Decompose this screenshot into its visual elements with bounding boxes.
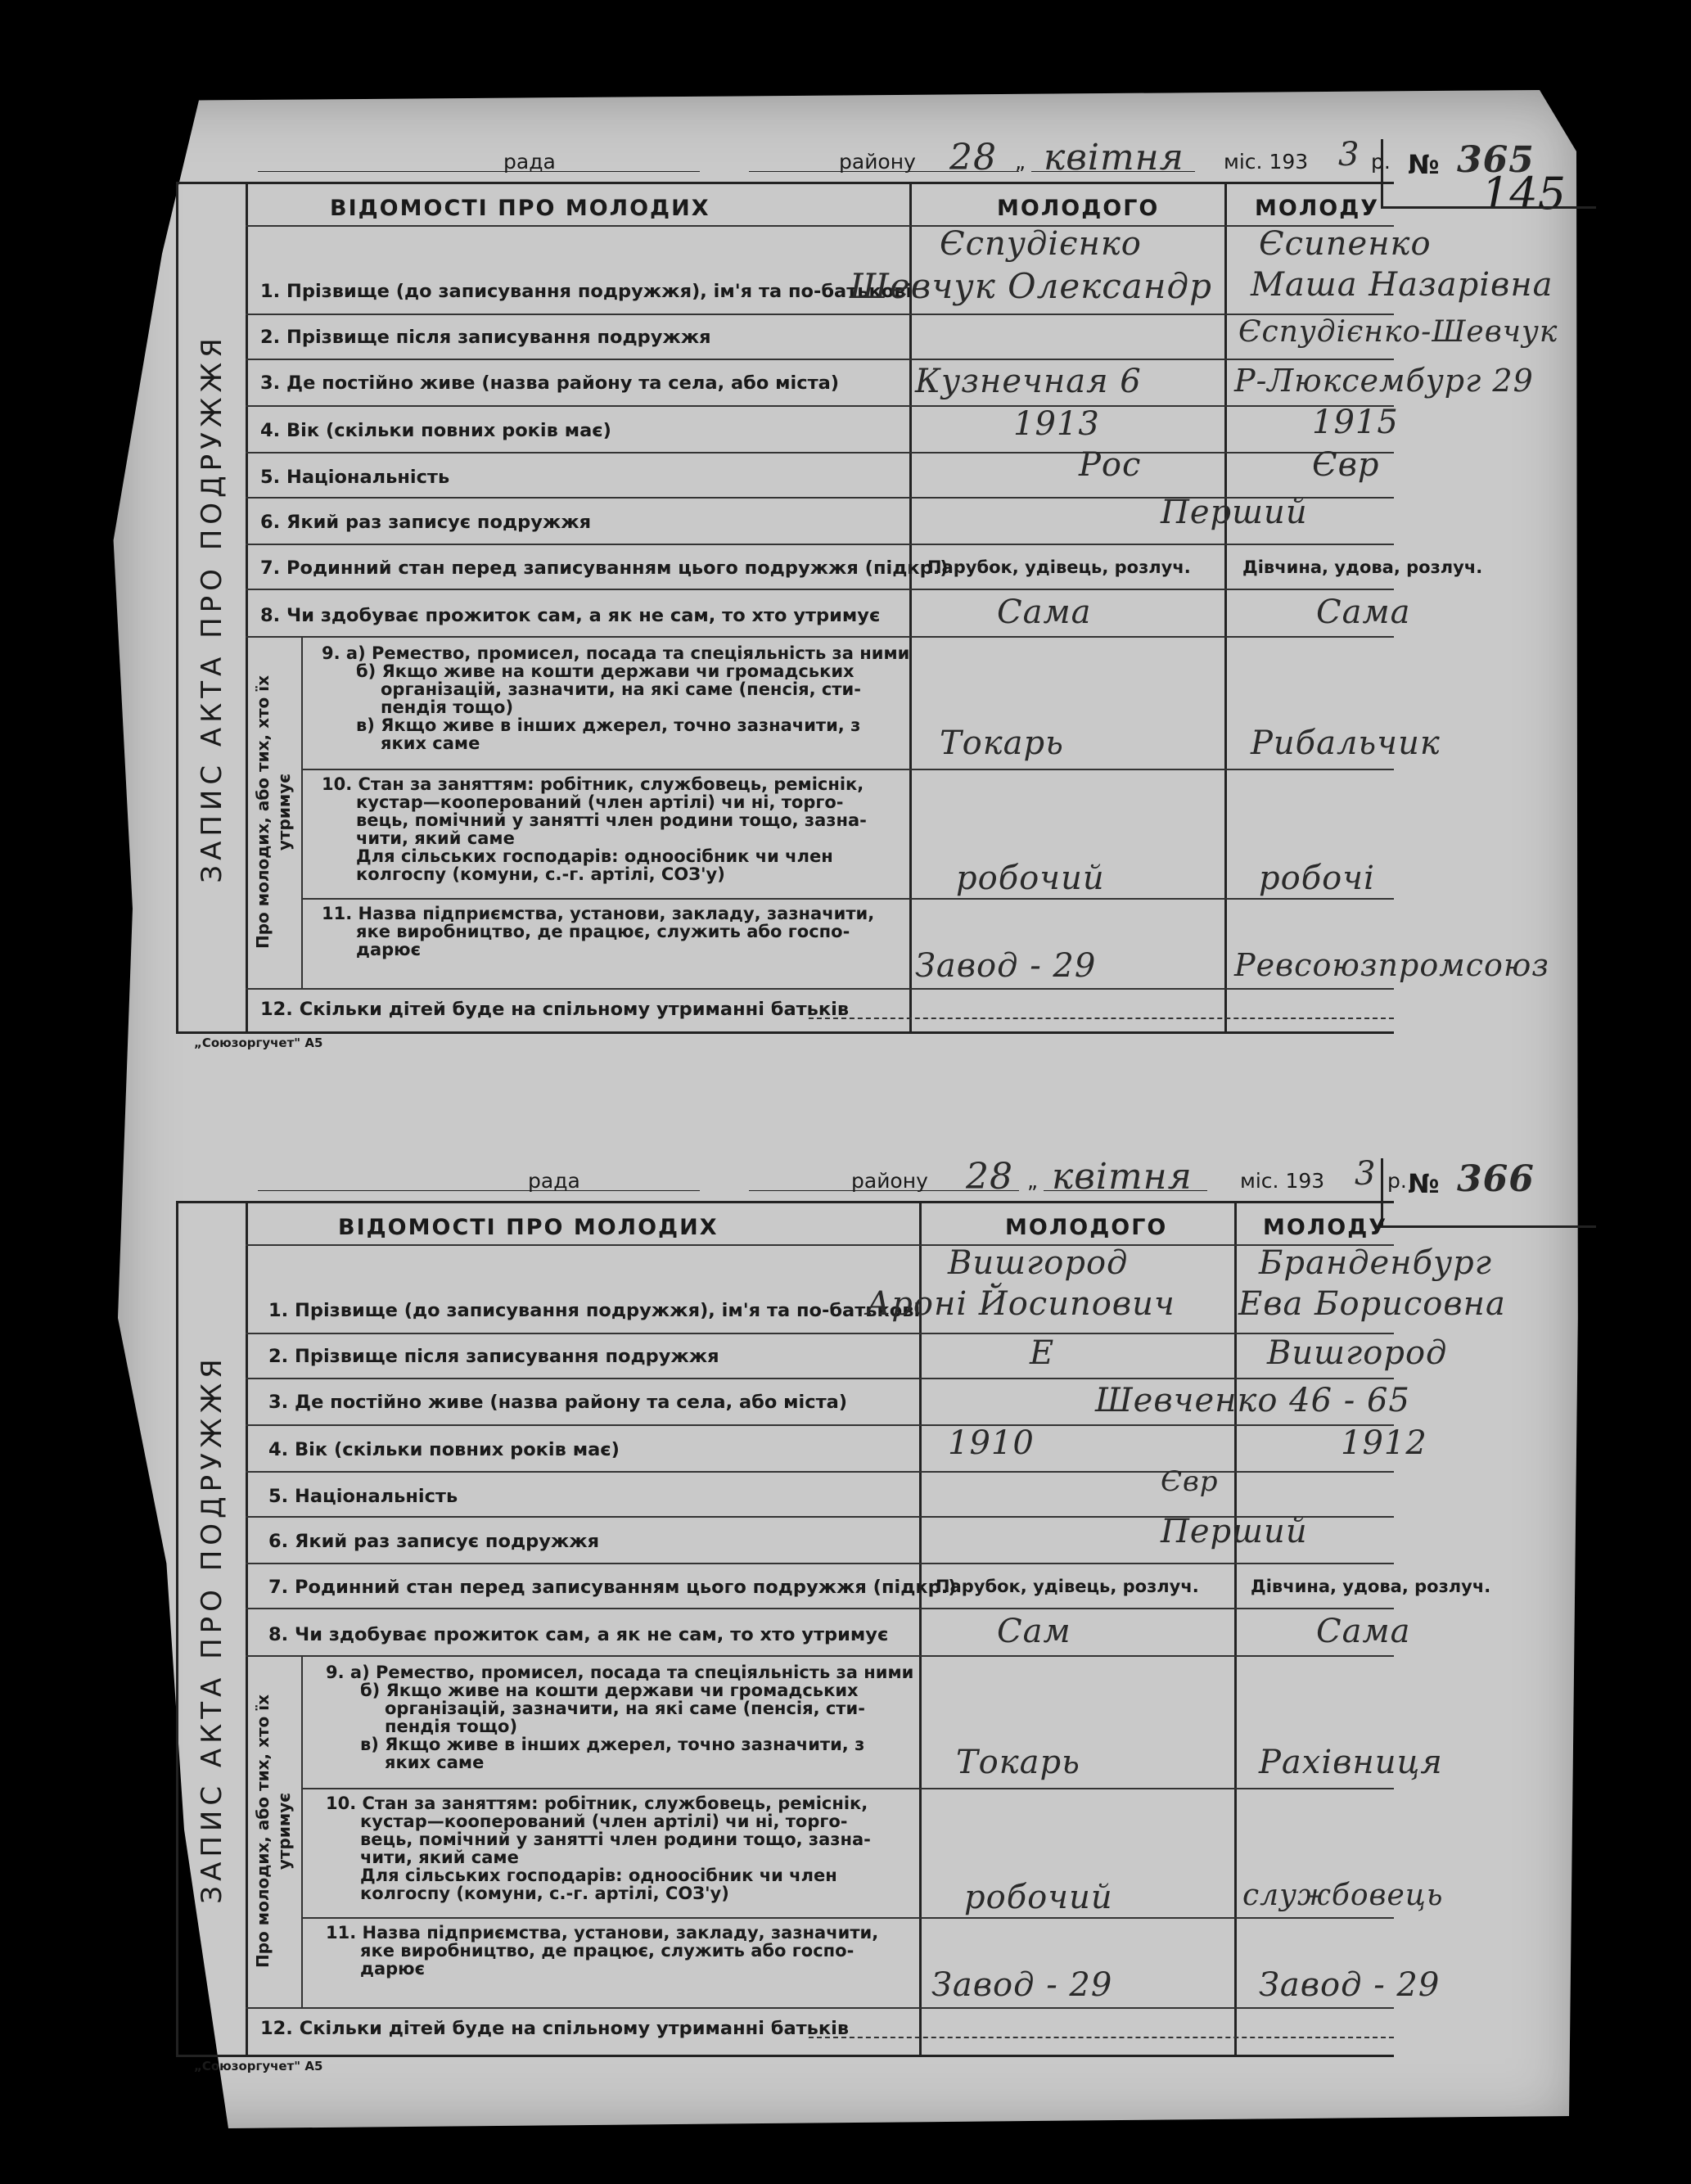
archive-page-number: 145	[1481, 168, 1567, 219]
groom-support: Сам	[997, 1613, 1071, 1650]
bride-address: Р-Люксембург 29	[1234, 363, 1534, 399]
bride-status: робочі	[1259, 860, 1375, 897]
bride-occupation: Рахівниця	[1259, 1744, 1443, 1781]
form-footer: „Союзоргучет" А5	[194, 1036, 323, 1050]
bride-new-surname: Єспудієнко-Шевчук	[1238, 315, 1558, 349]
rada-label: рада	[528, 1169, 580, 1193]
groom-column-header: МОЛОДОГО	[1005, 1215, 1168, 1240]
section-title: ВІДОМОСТІ ПРО МОЛОДИХ	[330, 196, 710, 221]
record-number-box: № 366	[1381, 1158, 1596, 1228]
record-table: ЗАПИС АКТА ПРО ПОДРУЖЖЯ ВІДОМОСТІ ПРО МОЛОДИХ МОЛОДОГО МОЛОДУ 1. Прізвище (до записування подружжя), ім'я та по-батькові 2. Прізвище після записування подружжя 3. Де постійно живе (назва району та села, або міста) 4. Вік (скільки повних років має) 5. Національність 6. Який раз записує подружжя 7. Родинний стан перед записуванням цього подружжя (підкр.) Парубок, удівець, розлуч. Дівчина, удова, розлуч. 8. Чи здобуває прожиток сам, а як не сам, то хто утримує Про молодих, або тих, хто їх утримує 9. а) Ремество, промисел, посада та спеціяльність за ними б) Якщо живе на кошти держави чи громадських організацій, зазначити, на які саме (пенсія, сти- пендія тощо) в) Якщо живе в інших джерел, точно зазначити, з яких саме 10. Стан за заняттям: робітник, службовець, реміснік, кустар—кооперований (член артілі) чи ні, торго- вець, помічний у занятті член родини тощо, зазна- чити, який саме Для сільських господарів: одноосібник чи член колгоспу (комуни, с.-г. артілі, СОЗ'у) 11. Назва підприємства, установи, закладу, зазначити, яке виробництво, де працює, служить або госпо- дарює 12. Скільки дітей буде на спільному утриманні батьків Вишгород Ароні Йосипович Бранденбург Ева Борисовна Е Вишгород Шевченко 46 - 65 1910 1912 Євр Перший Сам Сама Токарь Рахівниця робочий службовець Завод - 29 Завод - 29	[176, 1201, 1394, 2057]
date-day: 28	[949, 137, 997, 178]
bride-occupation: Рибальчик	[1251, 724, 1441, 762]
marriage-count: Перший	[1161, 1513, 1308, 1550]
rada-label: рада	[503, 150, 556, 174]
record-number-box: № 365	[1381, 139, 1596, 209]
side-subtitle: Про молодих, або тих, хто їх утримує	[253, 675, 294, 950]
bride-new-surname: Вишгород	[1267, 1334, 1448, 1372]
section-title: ВІДОМОСТІ ПРО МОЛОДИХ	[338, 1215, 719, 1240]
groom-column-header: МОЛОДОГО	[997, 196, 1160, 221]
record-number: 366	[1457, 1158, 1535, 1200]
groom-support: Сама	[997, 593, 1092, 631]
record-number: 365	[1457, 139, 1535, 181]
marriage-record-2	[176, 1155, 1596, 2073]
date-day: 28	[966, 1156, 1013, 1198]
date-month: квітня	[1052, 1156, 1193, 1198]
groom-surname: Єспудієнко	[940, 225, 1142, 263]
bride-birth-year: 1915	[1312, 404, 1399, 441]
bride-name: Ева Борисовна	[1238, 1285, 1506, 1323]
side-subtitle: Про молодих, або тих, хто їх утримує	[253, 1694, 294, 1969]
groom-address: Кузнечная 6	[915, 363, 1142, 400]
record-header: рада району 28 „ квітня міс. 193 3 р. № 366	[176, 1158, 1596, 1201]
bride-support: Сама	[1316, 593, 1411, 631]
form-footer: „Союзоргучет" А5	[194, 2059, 323, 2073]
bride-workplace: Ревсоюзпромсоюз	[1234, 947, 1550, 983]
groom-status: робочий	[964, 1879, 1113, 1916]
rayonu-label: району	[851, 1169, 928, 1193]
bride-surname: Єсипенко	[1259, 225, 1432, 263]
groom-workplace: Завод - 29	[931, 1966, 1113, 2004]
bride-birth-year: 1912	[1341, 1424, 1427, 1462]
marriage-record-1	[176, 136, 1596, 1050]
bride-column-header: МОЛОДУ	[1255, 196, 1380, 221]
month-year-label: міс. 193	[1224, 150, 1309, 174]
year-digit: 3	[1338, 136, 1360, 174]
year-digit: 3	[1355, 1155, 1377, 1193]
groom-surname: Вишгород	[948, 1244, 1129, 1282]
groom-name: Шевчук Олександр	[850, 266, 1212, 306]
rayonu-label: району	[839, 150, 916, 174]
groom-birth-year: 1913	[1013, 405, 1100, 443]
groom-birth-year: 1910	[948, 1424, 1035, 1462]
side-title: ЗАПИС АКТА ПРО ПОДРУЖЖЯ	[178, 184, 248, 1031]
bride-column-header: МОЛОДУ	[1263, 1215, 1388, 1240]
bride-name: Маша Назарівна	[1251, 266, 1553, 304]
month-year-label: міс. 193	[1240, 1169, 1325, 1193]
bride-status: службовець	[1242, 1879, 1444, 1912]
record-header: рада району 28 „ квітня міс. 193 3 р. № 365	[176, 139, 1596, 182]
groom-occupation: Токарь	[956, 1744, 1080, 1781]
groom-name: Ароні Йосипович	[866, 1285, 1175, 1323]
marriage-count: Перший	[1161, 494, 1308, 531]
bride-nationality: Євр	[1312, 446, 1380, 484]
bride-nationality: Євр	[1161, 1465, 1219, 1498]
side-title: ЗАПИС АКТА ПРО ПОДРУЖЖЯ	[178, 1203, 248, 2055]
groom-occupation: Токарь	[940, 724, 1064, 762]
record-table: ЗАПИС АКТА ПРО ПОДРУЖЖЯ ВІДОМОСТІ ПРО МОЛОДИХ МОЛОДОГО МОЛОДУ 1. Прізвище (до записування подружжя), ім'я та по-батькові 2. Прізвище після записування подружжя 3. Де постійно живе (назва району та села, або міста) 4. Вік (скільки повних років має) 5. Національність 6. Який раз записує подружжя 7. Родинний стан перед записуванням цього подружжя (підкр.) Парубок, удівець, розлуч. Дівчина, удова, розлуч. 8. Чи здобуває прожиток сам, а як не сам, то хто утримує Про молодих, або тих, хто їх утримує 9. а) Ремество, промисел, посада та спеціяльність за ними б) Якщо живе на кошти держави чи громадських організацій, зазначити, на які саме (пенсія, сти- пендія тощо) в) Якщо живе в інших джерел, точно зазначити, з яких саме 10. Стан за заняттям: робітник, службовець, реміснік, кустар—кооперований (член артілі) чи ні, торго- вець, помічний у занятті член родини тощо, зазна- чити, який саме Для сільських господарів: одноосібник чи член колгоспу (комуни, с.-г. артілі, СОЗ'у) 11. Назва підприємства, установи, закладу, зазначити, яке виробництво, де працює, служить або госпо- дарює 12. Скільки дітей буде на спільному утриманні батьків Єспудієнко Шевчук Олександр Єсипенко Маша Назарівна Єспудієнко-Шевчук Кузнечная 6 Р-Люксембург 29 1913 1915 Рос Євр Перший Сама Сама Токарь Рибальчик робочий робочі Завод - 29 Ревсоюзпромсоюз	[176, 182, 1394, 1034]
groom-workplace: Завод - 29	[915, 947, 1097, 985]
bride-workplace: Завод - 29	[1259, 1966, 1441, 2004]
bride-address: Шевченко 46 - 65	[1095, 1382, 1410, 1419]
bride-surname: Бранденбург	[1259, 1244, 1493, 1282]
date-month: квітня	[1044, 137, 1184, 178]
bride-support: Сама	[1316, 1613, 1411, 1650]
groom-new-surname: Е	[1030, 1334, 1055, 1372]
groom-nationality: Рос	[1079, 446, 1142, 484]
groom-status: робочий	[956, 860, 1105, 897]
